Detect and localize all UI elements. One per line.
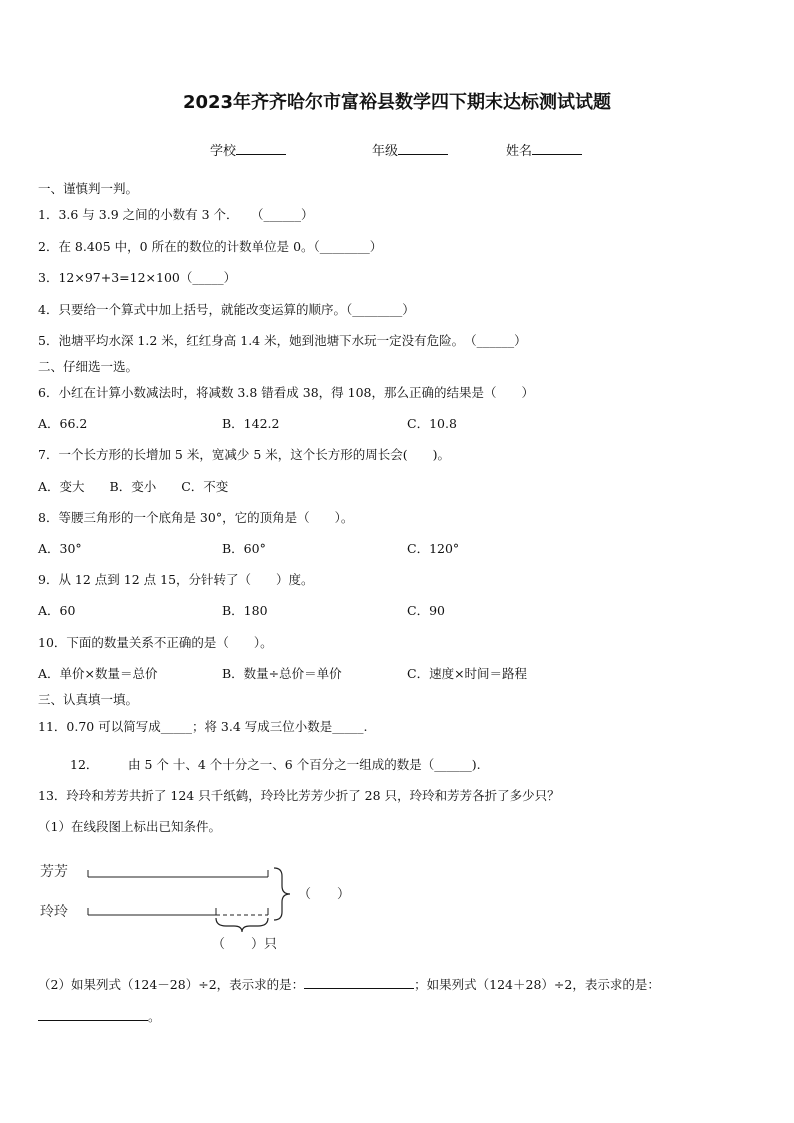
brace-blank: （ ） xyxy=(298,887,351,902)
page-title: 2023年齐齐哈尔市富裕县数学四下期末达标测试试题 xyxy=(182,92,612,113)
grade-field xyxy=(372,140,448,159)
question-7: 7．一个长方形的长增加 5 米，宽减少 5 米，这个长方形的周长会( )。 xyxy=(38,447,451,462)
question-4: 4．只要给一个算式中加上括号，就能改变运算的顺序。（________） xyxy=(38,302,415,317)
answer-blank-1[interactable] xyxy=(304,975,414,989)
bottom-blank: （ ）只 xyxy=(212,937,278,952)
grade-blank[interactable] xyxy=(398,141,448,155)
grade-label: 年级 xyxy=(372,144,399,159)
question-7-options: A．变大 B．变小 C．不变 xyxy=(38,479,229,494)
question-13-part-2-continued xyxy=(38,1007,161,1025)
question-9-option-a: A．60 xyxy=(38,603,76,618)
name-field xyxy=(506,140,582,159)
name-blank[interactable] xyxy=(532,141,582,155)
question-9-option-b: B．180 xyxy=(222,603,268,618)
question-8: 8．等腰三角形的一个底角是 30°，它的顶角是（ ）。 xyxy=(38,510,354,525)
question-10-option-a: A．单价×数量＝总价 xyxy=(38,666,158,681)
answer-blank-2[interactable] xyxy=(38,1007,148,1021)
right-brace xyxy=(274,868,290,920)
question-6-option-b: B．142.2 xyxy=(222,416,280,431)
line-segment-diagram xyxy=(36,856,376,956)
label-lingling: 玲玲 xyxy=(40,904,68,920)
question-10-option-c: C．速度×时间＝路程 xyxy=(407,666,528,681)
segment-diagram-svg xyxy=(36,856,376,956)
section-heading-2: 二、仔细选一选。 xyxy=(38,359,139,374)
school-blank[interactable] xyxy=(236,141,286,155)
question-13-part-1: （1）在线段图上标出已知条件。 xyxy=(38,819,221,834)
label-fangfang: 芳芳 xyxy=(40,864,68,880)
question-12: 由 5 个 十、4 个十分之一、6 个百分之一组成的数是（______). xyxy=(128,757,481,772)
question-6: 6．小红在计算小数减法时，将减数 3.8 错看成 38，得 108，那么正确的结果是（ ） xyxy=(38,385,534,400)
question-3: 3．12×97+3=12×100（_____） xyxy=(38,270,237,285)
fangfang-segment xyxy=(88,870,268,877)
school-field xyxy=(210,140,286,159)
section-heading-3: 三、认真填一填。 xyxy=(38,692,139,707)
question-11: 11．0.70 可以简写成_____；将 3.4 写成三位小数是_____. xyxy=(38,719,368,734)
lingling-segment xyxy=(88,908,268,915)
question-6-option-a: A．66.2 xyxy=(38,416,88,431)
question-8-option-c: C．120° xyxy=(407,541,460,556)
section-heading-1: 一、谨慎判一判。 xyxy=(38,181,139,196)
question-9-option-c: C．90 xyxy=(407,603,445,618)
question-5: 5．池塘平均水深 1.2 米，红红身高 1.4 米，她到池塘下水玩一定没有危险。 （______） xyxy=(38,333,527,348)
question-6-option-c: C．10.8 xyxy=(407,416,457,431)
name-label: 姓名 xyxy=(506,144,533,159)
question-13: 13．玲玲和芳芳共折了 124 只千纸鹤，玲玲比芳芳少折了 28 只，玲玲和芳芳各折了多少只？ xyxy=(38,788,560,803)
question-9: 9．从 12 点到 12 点 15，分针转了（ ）度。 xyxy=(38,572,314,587)
question-13-part-2-text-a: （2）如果列式（124－28）÷2，表示求的是： xyxy=(38,977,305,992)
bottom-brace xyxy=(216,918,268,932)
question-1: 1．3.6 与 3.9 之间的小数有 3 个． （______） xyxy=(38,207,314,222)
question-8-option-a: A．30° xyxy=(38,541,82,556)
question-10: 10．下面的数量关系不正确的是（ ）。 xyxy=(38,635,273,650)
school-label: 学校 xyxy=(210,144,237,159)
question-13-part-2-end: 。 xyxy=(148,1009,161,1024)
question-13-part-2-text-b: ；如果列式（124＋28）÷2，表示求的是： xyxy=(414,977,660,992)
question-10-option-b: B．数量÷总价＝单价 xyxy=(222,666,342,681)
question-12-number: 12． xyxy=(70,757,99,772)
question-8-option-b: B．60° xyxy=(222,541,266,556)
question-13-part-2 xyxy=(38,975,660,993)
question-2: 2．在 8.405 中，0 所在的数位的计数单位是 0。（________） xyxy=(38,239,383,254)
